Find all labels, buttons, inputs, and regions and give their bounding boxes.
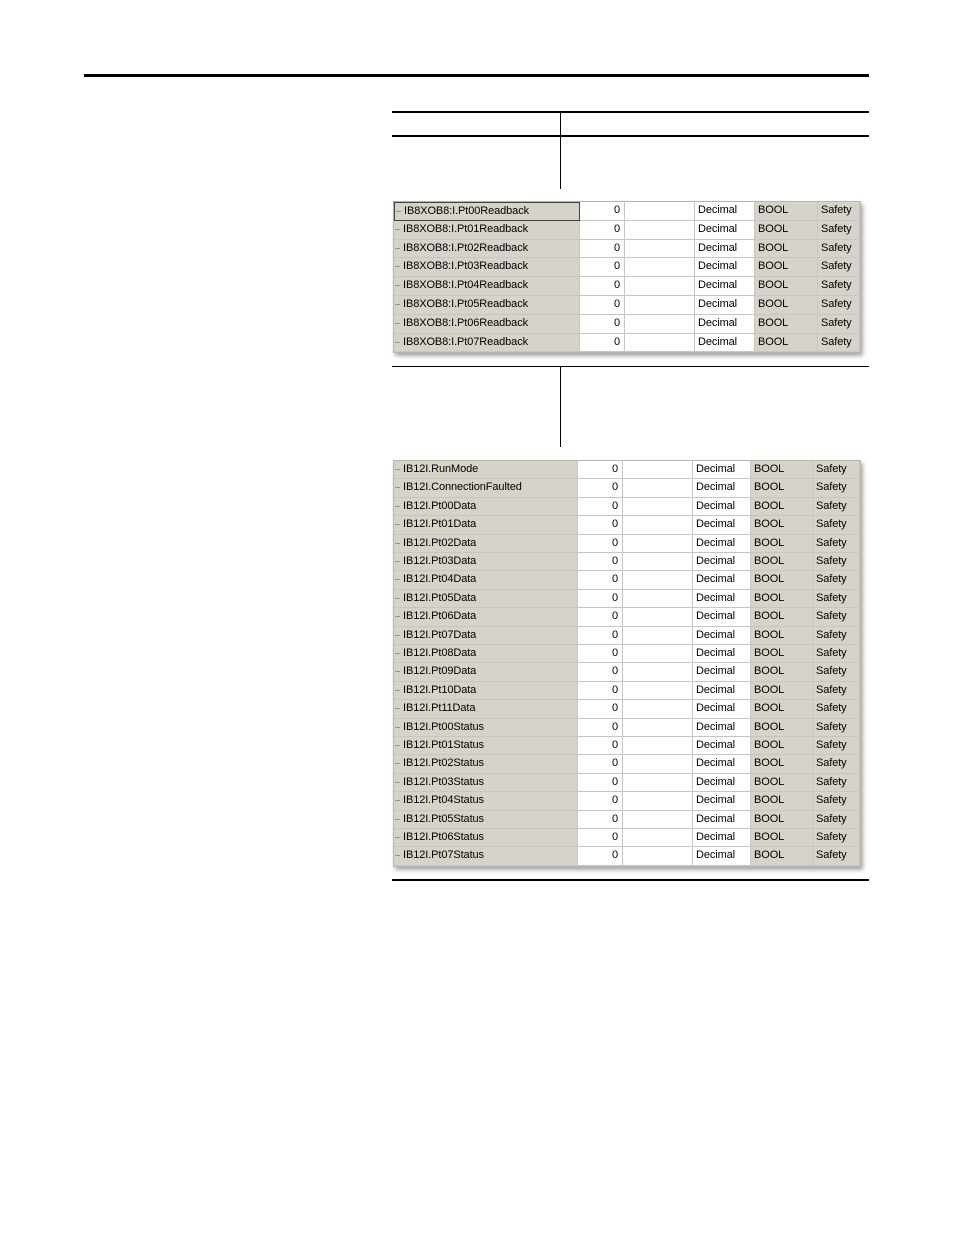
tag-value-cell[interactable]: 0 — [580, 258, 625, 277]
tag-force-mask-cell[interactable] — [623, 700, 693, 718]
tag-value-cell[interactable]: 0 — [578, 571, 623, 589]
table-row[interactable] — [394, 258, 860, 277]
tag-force-mask-cell[interactable] — [623, 719, 693, 737]
tag-force-mask-cell[interactable] — [623, 755, 693, 773]
table-top-rule — [392, 111, 869, 113]
tag-force-mask-cell[interactable] — [625, 202, 695, 221]
tag-force-mask-cell[interactable] — [623, 829, 693, 847]
table-row[interactable] — [394, 277, 860, 296]
tag-value-cell[interactable]: 0 — [578, 682, 623, 700]
tag-style-cell[interactable]: Decimal — [695, 221, 755, 240]
tag-style-cell[interactable]: Decimal — [695, 315, 755, 334]
tag-force-mask-cell[interactable] — [623, 774, 693, 792]
tag-style-cell[interactable]: Decimal — [693, 571, 751, 589]
tag-name-cell[interactable]: IB12I.RunMode — [394, 461, 578, 479]
table-row[interactable] — [394, 792, 860, 810]
table-row[interactable] — [394, 645, 860, 663]
table-row[interactable] — [394, 719, 860, 737]
tag-force-mask-cell[interactable] — [625, 277, 695, 296]
tag-style-cell[interactable]: Decimal — [693, 811, 751, 829]
tag-data-type-cell[interactable]: BOOL — [751, 774, 813, 792]
tag-data-type-cell[interactable]: BOOL — [755, 240, 818, 259]
tag-name-cell[interactable]: IB12I.Pt09Data — [394, 663, 578, 681]
tag-name-cell[interactable]: IB12I.Pt06Data — [394, 608, 578, 626]
table-row[interactable] — [394, 461, 860, 479]
tag-style-cell[interactable]: Decimal — [693, 590, 751, 608]
tag-name-cell[interactable]: IB8XOB8:I.Pt01Readback — [394, 221, 580, 240]
tag-name-cell[interactable]: IB12I.Pt01Status — [394, 737, 578, 755]
tag-data-type-cell[interactable]: BOOL — [751, 847, 813, 865]
tag-value-cell[interactable]: 0 — [578, 479, 623, 497]
tag-force-mask-cell[interactable] — [623, 461, 693, 479]
tag-class-cell[interactable]: Safety — [813, 461, 860, 479]
tag-class-cell[interactable]: Safety — [813, 571, 860, 589]
table-row[interactable] — [394, 553, 860, 571]
tag-value-cell[interactable]: 0 — [578, 755, 623, 773]
tag-style-cell[interactable]: Decimal — [693, 516, 751, 534]
tag-force-mask-cell[interactable] — [623, 645, 693, 663]
tag-class-cell[interactable]: Safety — [813, 682, 860, 700]
table-row[interactable] — [394, 296, 860, 315]
tag-name-cell[interactable]: IB12I.Pt05Status — [394, 811, 578, 829]
tag-class-cell[interactable]: Safety — [818, 258, 860, 277]
tag-force-mask-cell[interactable] — [623, 498, 693, 516]
tag-value-cell[interactable]: 0 — [580, 334, 625, 353]
tag-force-mask-cell[interactable] — [625, 221, 695, 240]
tag-style-cell[interactable]: Decimal — [693, 535, 751, 553]
tag-name-cell[interactable]: IB12I.Pt08Data — [394, 645, 578, 663]
tag-class-cell[interactable]: Safety — [813, 627, 860, 645]
tag-name-cell[interactable]: IB8XOB8:I.Pt05Readback — [394, 296, 580, 315]
tag-data-type-cell[interactable]: BOOL — [755, 296, 818, 315]
tag-data-type-cell[interactable]: BOOL — [751, 461, 813, 479]
tag-value-cell[interactable]: 0 — [578, 811, 623, 829]
tag-value-cell[interactable]: 0 — [578, 719, 623, 737]
tag-style-cell[interactable]: Decimal — [695, 277, 755, 296]
tag-data-type-cell[interactable]: BOOL — [755, 334, 818, 353]
tag-class-cell[interactable]: Safety — [813, 792, 860, 810]
tag-data-type-cell[interactable]: BOOL — [751, 553, 813, 571]
tag-value-cell[interactable]: 0 — [578, 645, 623, 663]
tag-name-cell[interactable]: IB8XOB8:I.Pt04Readback — [394, 277, 580, 296]
tag-name-cell[interactable]: IB12I.Pt01Data — [394, 516, 578, 534]
tag-value-cell[interactable]: 0 — [578, 792, 623, 810]
table-row[interactable] — [394, 682, 860, 700]
tag-name-cell[interactable]: IB8XOB8:I.Pt02Readback — [394, 240, 580, 259]
tag-style-cell[interactable]: Decimal — [695, 202, 755, 221]
tag-class-cell[interactable]: Safety — [813, 663, 860, 681]
tag-force-mask-cell[interactable] — [625, 296, 695, 315]
tag-data-type-cell[interactable]: BOOL — [755, 258, 818, 277]
tag-name-cell[interactable]: IB12I.Pt02Status — [394, 755, 578, 773]
tag-data-type-cell[interactable]: BOOL — [755, 277, 818, 296]
tag-name-cell[interactable]: IB12I.Pt07Data — [394, 627, 578, 645]
tag-value-cell[interactable]: 0 — [578, 737, 623, 755]
tag-name-cell[interactable]: IB8XOB8:I.Pt06Readback — [394, 315, 580, 334]
tag-value-cell[interactable]: 0 — [580, 296, 625, 315]
tag-value-cell[interactable]: 0 — [578, 590, 623, 608]
tag-data-type-cell[interactable]: BOOL — [751, 535, 813, 553]
tag-style-cell[interactable]: Decimal — [693, 645, 751, 663]
tag-data-type-cell[interactable]: BOOL — [751, 627, 813, 645]
tag-value-cell[interactable]: 0 — [578, 847, 623, 865]
table-column-divider-row-2 — [560, 367, 561, 447]
tag-name-cell[interactable]: IB12I.Pt05Data — [394, 590, 578, 608]
tag-data-type-cell[interactable]: BOOL — [751, 608, 813, 626]
tag-value-cell[interactable]: 0 — [578, 498, 623, 516]
tag-style-cell[interactable]: Decimal — [693, 755, 751, 773]
tag-force-mask-cell[interactable] — [623, 608, 693, 626]
table-row[interactable] — [394, 498, 860, 516]
tag-style-cell[interactable]: Decimal — [693, 719, 751, 737]
table-header-rule — [392, 135, 869, 137]
table-row[interactable] — [394, 315, 860, 334]
tag-value-cell[interactable]: 0 — [578, 608, 623, 626]
tag-style-cell[interactable]: Decimal — [693, 682, 751, 700]
tag-value-cell[interactable]: 0 — [580, 277, 625, 296]
table-row[interactable] — [394, 516, 860, 534]
tag-style-cell[interactable]: Decimal — [695, 296, 755, 315]
tag-value-cell[interactable]: 0 — [578, 774, 623, 792]
tag-data-type-cell[interactable]: BOOL — [755, 221, 818, 240]
tag-style-cell[interactable]: Decimal — [693, 829, 751, 847]
tag-class-cell[interactable]: Safety — [813, 498, 860, 516]
table-row[interactable] — [394, 847, 860, 865]
tag-name-cell[interactable]: IB12I.Pt11Data — [394, 700, 578, 718]
tag-style-cell[interactable]: Decimal — [695, 258, 755, 277]
tag-value-cell[interactable]: 0 — [578, 461, 623, 479]
tag-style-cell[interactable]: Decimal — [693, 700, 751, 718]
tag-class-cell[interactable]: Safety — [813, 535, 860, 553]
tag-name-cell[interactable]: IB8XOB8:I.Pt07Readback — [394, 334, 580, 353]
table-row[interactable] — [394, 755, 860, 773]
tag-force-mask-cell[interactable] — [625, 240, 695, 259]
tag-style-cell[interactable]: Decimal — [693, 461, 751, 479]
tag-value-cell[interactable]: 0 — [578, 627, 623, 645]
tag-style-cell[interactable]: Decimal — [693, 774, 751, 792]
tag-class-cell[interactable]: Safety — [813, 590, 860, 608]
tag-force-mask-cell[interactable] — [623, 847, 693, 865]
tag-class-cell[interactable]: Safety — [813, 608, 860, 626]
tag-force-mask-cell[interactable] — [623, 590, 693, 608]
tag-class-cell[interactable]: Safety — [813, 479, 860, 497]
tag-class-cell[interactable]: Safety — [818, 277, 860, 296]
tag-name-cell[interactable]: IB8XOB8:I.Pt00Readback — [394, 202, 580, 221]
tag-value-cell[interactable]: 0 — [578, 829, 623, 847]
table-row[interactable] — [394, 571, 860, 589]
tag-grid-readback — [393, 201, 861, 353]
tag-name-cell[interactable]: IB12I.Pt06Status — [394, 829, 578, 847]
tag-style-cell[interactable]: Decimal — [695, 240, 755, 259]
table-column-divider-row-1 — [560, 137, 561, 189]
tag-data-type-cell[interactable]: BOOL — [751, 755, 813, 773]
tag-force-mask-cell[interactable] — [623, 479, 693, 497]
tag-name-cell[interactable]: IB12I.Pt04Status — [394, 792, 578, 810]
tag-data-type-cell[interactable]: BOOL — [751, 811, 813, 829]
tag-force-mask-cell[interactable] — [623, 516, 693, 534]
table-row[interactable] — [394, 811, 860, 829]
tag-data-type-cell[interactable]: BOOL — [751, 498, 813, 516]
tag-class-cell[interactable]: Safety — [813, 755, 860, 773]
header-rule — [84, 74, 869, 77]
tag-force-mask-cell[interactable] — [623, 811, 693, 829]
table-row[interactable] — [394, 608, 860, 626]
tag-value-cell[interactable]: 0 — [578, 535, 623, 553]
tag-name-cell[interactable]: IB12I.Pt03Data — [394, 553, 578, 571]
tag-style-cell[interactable]: Decimal — [693, 627, 751, 645]
table-row[interactable] — [394, 737, 860, 755]
tag-style-cell[interactable]: Decimal — [693, 737, 751, 755]
table-row[interactable] — [394, 221, 860, 240]
table-row[interactable] — [394, 663, 860, 681]
tag-style-cell[interactable]: Decimal — [693, 608, 751, 626]
table-row[interactable] — [394, 535, 860, 553]
tag-class-cell[interactable]: Safety — [813, 553, 860, 571]
table-row[interactable] — [394, 334, 860, 353]
table-row[interactable] — [394, 774, 860, 792]
tag-name-cell[interactable]: IB12I.Pt10Data — [394, 682, 578, 700]
tag-force-mask-cell[interactable] — [623, 682, 693, 700]
tag-style-cell[interactable]: Decimal — [693, 498, 751, 516]
tag-force-mask-cell[interactable] — [623, 535, 693, 553]
table-row-rule — [392, 366, 869, 367]
tag-data-type-cell[interactable]: BOOL — [751, 792, 813, 810]
tag-style-cell[interactable]: Decimal — [695, 334, 755, 353]
tag-class-cell[interactable]: Safety — [818, 315, 860, 334]
tag-name-cell[interactable]: IB12I.ConnectionFaulted — [394, 479, 578, 497]
tag-class-cell[interactable]: Safety — [813, 737, 860, 755]
tag-class-cell[interactable]: Safety — [813, 645, 860, 663]
tag-class-cell[interactable]: Safety — [818, 240, 860, 259]
tag-force-mask-cell[interactable] — [623, 553, 693, 571]
tag-value-cell[interactable]: 0 — [578, 516, 623, 534]
tag-class-cell[interactable]: Safety — [813, 847, 860, 865]
tag-data-type-cell[interactable]: BOOL — [751, 700, 813, 718]
tag-value-cell[interactable]: 0 — [578, 663, 623, 681]
tag-name-cell[interactable]: IB12I.Pt02Data — [394, 535, 578, 553]
table-bottom-rule — [392, 879, 869, 881]
tag-grid-ib12 — [393, 460, 861, 867]
tag-force-mask-cell[interactable] — [625, 258, 695, 277]
tag-name-cell[interactable]: IB12I.Pt00Data — [394, 498, 578, 516]
tag-data-type-cell[interactable]: BOOL — [751, 663, 813, 681]
tag-data-type-cell[interactable]: BOOL — [751, 829, 813, 847]
tag-name-cell[interactable]: IB12I.Pt04Data — [394, 571, 578, 589]
tag-data-type-cell[interactable]: BOOL — [751, 516, 813, 534]
tag-name-cell[interactable]: IB12I.Pt03Status — [394, 774, 578, 792]
tag-data-type-cell[interactable]: BOOL — [751, 590, 813, 608]
tag-force-mask-cell[interactable] — [623, 792, 693, 810]
tag-value-cell[interactable]: 0 — [580, 315, 625, 334]
tag-style-cell[interactable]: Decimal — [693, 792, 751, 810]
tag-data-type-cell[interactable]: BOOL — [751, 571, 813, 589]
tag-class-cell[interactable]: Safety — [813, 700, 860, 718]
tag-data-type-cell[interactable]: BOOL — [755, 315, 818, 334]
tag-value-cell[interactable]: 0 — [578, 553, 623, 571]
tag-class-cell[interactable]: Safety — [818, 334, 860, 353]
tag-class-cell[interactable]: Safety — [813, 811, 860, 829]
tag-data-type-cell[interactable]: BOOL — [755, 202, 818, 221]
tag-data-type-cell[interactable]: BOOL — [751, 719, 813, 737]
table-row[interactable] — [394, 479, 860, 497]
tag-force-mask-cell[interactable] — [623, 571, 693, 589]
tag-style-cell[interactable]: Decimal — [693, 553, 751, 571]
tag-value-cell[interactable]: 0 — [580, 240, 625, 259]
tag-style-cell[interactable]: Decimal — [693, 479, 751, 497]
tag-class-cell[interactable]: Safety — [813, 829, 860, 847]
tag-data-type-cell[interactable]: BOOL — [751, 645, 813, 663]
tag-data-type-cell[interactable]: BOOL — [751, 737, 813, 755]
tag-class-cell[interactable]: Safety — [813, 774, 860, 792]
table-column-divider-header — [560, 111, 561, 137]
tag-force-mask-cell[interactable] — [623, 737, 693, 755]
table-row[interactable] — [394, 829, 860, 847]
tag-style-cell[interactable]: Decimal — [693, 847, 751, 865]
tag-name-cell[interactable]: IB12I.Pt00Status — [394, 719, 578, 737]
table-row[interactable] — [394, 590, 860, 608]
tag-force-mask-cell[interactable] — [623, 663, 693, 681]
table-row[interactable] — [394, 202, 860, 221]
tag-value-cell[interactable]: 0 — [580, 202, 625, 221]
tag-force-mask-cell[interactable] — [623, 627, 693, 645]
tag-data-type-cell[interactable]: BOOL — [751, 479, 813, 497]
tag-style-cell[interactable]: Decimal — [693, 663, 751, 681]
tag-class-cell[interactable]: Safety — [818, 202, 860, 221]
tag-name-cell[interactable]: IB8XOB8:I.Pt03Readback — [394, 258, 580, 277]
tag-class-cell[interactable]: Safety — [818, 221, 860, 240]
tag-value-cell[interactable]: 0 — [580, 221, 625, 240]
table-row[interactable] — [394, 700, 860, 718]
tag-force-mask-cell[interactable] — [625, 334, 695, 353]
table-row[interactable] — [394, 240, 860, 259]
tag-name-cell[interactable]: IB12I.Pt07Status — [394, 847, 578, 865]
tag-class-cell[interactable]: Safety — [813, 516, 860, 534]
tag-data-type-cell[interactable]: BOOL — [751, 682, 813, 700]
tag-class-cell[interactable]: Safety — [813, 719, 860, 737]
table-row[interactable] — [394, 627, 860, 645]
tag-force-mask-cell[interactable] — [625, 315, 695, 334]
tag-class-cell[interactable]: Safety — [818, 296, 860, 315]
tag-value-cell[interactable]: 0 — [578, 700, 623, 718]
